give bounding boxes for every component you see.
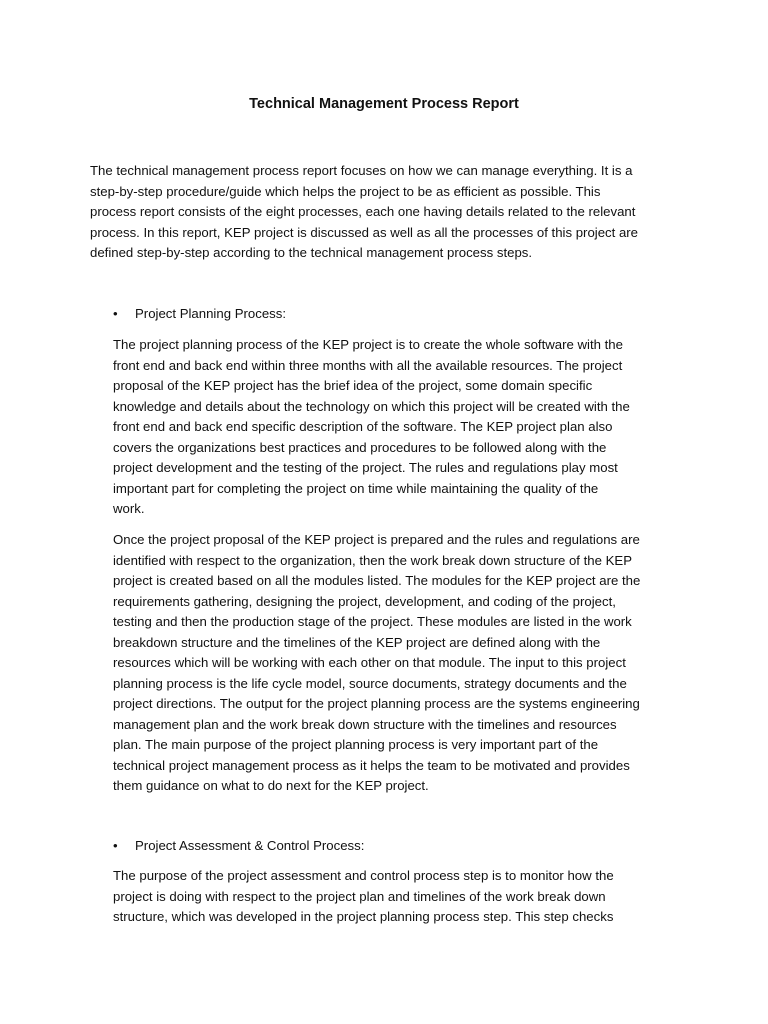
section-heading-label: Project Assessment & Control Process: bbox=[135, 838, 365, 853]
paragraph-line: work. bbox=[113, 501, 145, 516]
paragraph-line: The purpose of the project assessment and control process step is to monitor how the bbox=[113, 868, 614, 883]
intro-line: process report consists of the eight processes, each one having details related to the relevant bbox=[90, 204, 636, 219]
paragraph-line: project is doing with respect to the project plan and timelines of the work break down bbox=[113, 888, 606, 904]
paragraph-line: important part for completing the project on time while maintaining the quality of the bbox=[113, 480, 599, 496]
paragraph-line: proposal of the KEP project has the brief idea of the project, some domain specific bbox=[113, 378, 593, 393]
document-title: Technical Management Process Report bbox=[249, 96, 519, 112]
intro-line: step-by-step procedure/guide which helps the project to be as efficient as possible. This bbox=[90, 183, 601, 199]
paragraph-line: project is created based on all the modules listed. The modules for the KEP project are the bbox=[113, 573, 641, 588]
paragraph-line: project directions. The output for the project planning process are the systems engineering bbox=[113, 696, 640, 711]
paragraph-line: knowledge and details about the technology on which this project will be created with the bbox=[113, 398, 630, 414]
paragraph-line: structure, which was developed in the project planning process step. This step checks bbox=[113, 909, 614, 924]
paragraph-line: technical project management process as it helps the team to be motivated and provides bbox=[113, 757, 630, 773]
paragraph-line: The project planning process of the KEP project is to create the whole software with the bbox=[113, 337, 623, 352]
planning-paragraph-1 bbox=[113, 335, 688, 520]
paragraph-line: management plan and the work break down structure with the timelines and resources bbox=[113, 716, 617, 732]
section-heading-planning bbox=[113, 304, 673, 325]
paragraph-line: them guidance on what to do next for the KEP project. bbox=[113, 778, 429, 793]
section-heading-assessment bbox=[113, 836, 673, 857]
planning-paragraph-2 bbox=[113, 530, 688, 797]
paragraph-line: requirements gathering, designing the project, development, and coding of the project, bbox=[113, 593, 616, 609]
paragraph-line: testing and then the production stage of the project. These modules are listed in the work bbox=[113, 614, 632, 629]
intro-line: defined step-by-step according to the technical management process steps. bbox=[90, 245, 533, 260]
section-heading-label: Project Planning Process: bbox=[135, 306, 286, 321]
paragraph-line: breakdown structure and the timelines of the KEP project are defined along with the bbox=[113, 634, 601, 650]
paragraph-line: planning process is the life cycle model, source documents, strategy documents and the bbox=[113, 675, 627, 691]
paragraph-line: identified with respect to the organization, then the work break down structure of the KEP bbox=[113, 552, 633, 568]
paragraph-line: front end and back end within three months with all the available resources. The project bbox=[113, 357, 623, 373]
bullet-icon: • bbox=[113, 838, 118, 853]
paragraph-line: front end and back end specific description of the software. The KEP project plan also bbox=[113, 419, 613, 434]
intro-paragraph bbox=[90, 161, 690, 264]
paragraph-line: plan. The main purpose of the project planning process is very important part of the bbox=[113, 737, 599, 752]
paragraph-line: covers the organizations best practices and procedures to be followed along with the bbox=[113, 439, 607, 455]
assessment-paragraph-1 bbox=[113, 866, 688, 928]
paragraph-line: resources which will be working with each other on that module. The input to this project bbox=[113, 655, 626, 670]
intro-line: The technical management process report focuses on how we can manage everything. It is a bbox=[90, 163, 633, 178]
intro-line: process. In this report, KEP project is discussed as well as all the processes of this project are bbox=[90, 224, 639, 240]
paragraph-line: Once the project proposal of the KEP project is prepared and the rules and regulations are bbox=[113, 532, 640, 547]
paragraph-line: project development and the testing of the project. The rules and regulations play most bbox=[113, 460, 618, 475]
bullet-icon: • bbox=[113, 306, 118, 321]
